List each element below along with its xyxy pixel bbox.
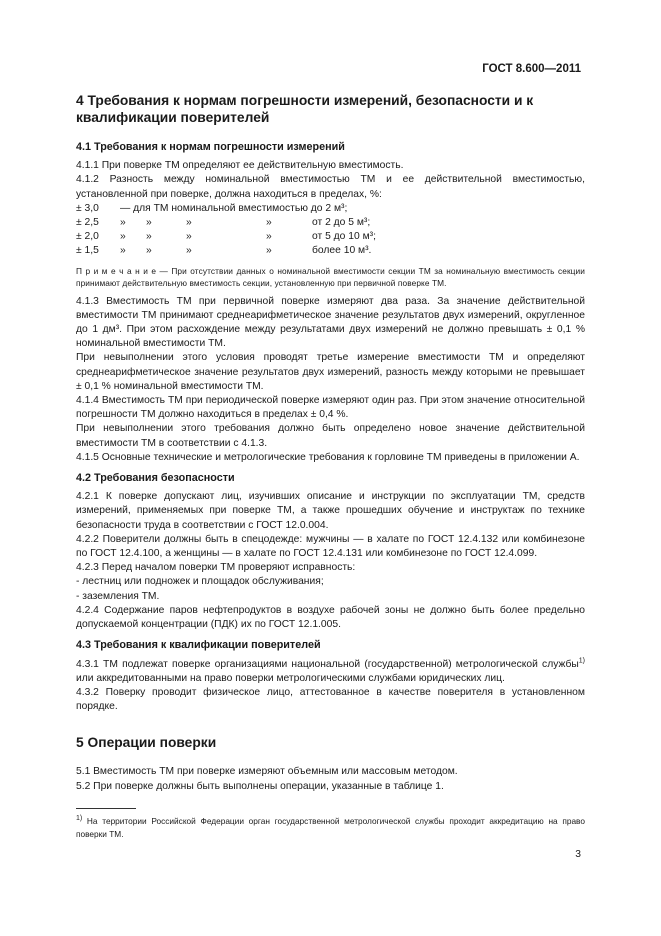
ditto-mark: » [186, 231, 192, 243]
para-4-3-1-text-cont: или аккредитованными на право поверки метрологическими службами юридических лиц. [76, 672, 505, 684]
subsection-4-2-title: 4.2 Требования безопасности [76, 472, 235, 485]
ditto-mark: » [120, 231, 126, 243]
footnote-text: На территории Российской Федерации орган государственной метрологической службы проходит аккредитацию на право поверки ТМ. [76, 816, 585, 839]
ditto-mark: » [266, 217, 272, 229]
ditto-mark: » [186, 245, 192, 257]
ditto-mark: » [146, 231, 152, 243]
tolerance-value: ± 3,0 [76, 202, 99, 214]
list-item: - лестниц или подножек и площадок обслуживания; [76, 576, 324, 588]
para-4-1-3: 4.1.3 Вместимость ТМ при первичной поверке измеряют два раза. За значение действительной вместимости ТМ принимают среднеарифметическое значение результатов двух измерений, округленное до 1 дм³. При этом расхождение между результатами двух измерений не должно превышать ± 0,1 % номинальной вместимости ТМ. [76, 295, 585, 350]
ditto-mark: » [146, 217, 152, 229]
para-4-1-4: 4.1.4 Вместимость ТМ при периодической поверке измеряют один раз. При этом значение относительной погрешности ТМ должно находиться в пределах ± 0,4 %. [76, 395, 585, 421]
document-header: ГОСТ 8.600—2011 [482, 63, 581, 75]
tolerance-value: ± 2,0 [76, 231, 99, 243]
para-4-3-1-text: 4.3.1 ТМ подлежат поверке организациями национальной (государственной) метрологической службы [76, 658, 579, 670]
para-4-1-5: 4.1.5 Основные технические и метрологические требования к горловине ТМ приведены в приложении А. [76, 451, 580, 463]
para-4-3-1 [76, 658, 585, 686]
page-number: 3 [575, 849, 581, 860]
tolerance-row [76, 244, 585, 258]
ditto-mark: » [266, 245, 272, 257]
footnote-marker: 1) [76, 815, 83, 823]
para-5-2: 5.2 При поверке должны быть выполнены операции, указанные в таблице 1. [76, 780, 444, 792]
para-4-2-2: 4.2.2 Поверители должны быть в спецодежде: мужчины — в халате по ГОСТ 12.4.132 или комбинезоне по ГОСТ 12.4.100, а женщины — в халате по ГОСТ 12.4.131 или комбинезоне по ГОСТ 12.4.099. [76, 533, 585, 560]
para-4-1-1: 4.1.1 При поверке ТМ определяют ее действительную вместимость. [76, 160, 404, 172]
tolerance-range: от 5 до 10 м³; [312, 231, 376, 243]
section-5-title: 5 Операции поверки [76, 735, 217, 751]
tolerance-list [76, 202, 585, 259]
tolerance-range: более 10 м³. [312, 245, 372, 257]
ditto-mark: » [266, 231, 272, 243]
tolerance-value: ± 1,5 [76, 245, 99, 257]
tolerance-range: от 2 до 5 м³; [312, 217, 371, 229]
para-4-1-4-cont: При невыполнении этого требования должно быть определено новое значение действительной вместимости ТМ в соответствии с 4.1.3. [76, 423, 585, 449]
note-label: П р и м е ч а н и е [76, 265, 157, 276]
subsection-4-3-title: 4.3 Требования к квалификации поверителей [76, 639, 321, 652]
footnote [76, 815, 585, 841]
page-content [76, 92, 585, 794]
ditto-mark: » [186, 217, 192, 229]
tolerance-value: ± 2,5 [76, 217, 99, 229]
tolerance-row [76, 230, 585, 244]
tolerance-row [76, 202, 585, 216]
tolerance-text: — для ТМ номинальной вместимостью до 2 м³; [120, 202, 348, 214]
para-4-1-2: 4.1.2 Разность между номинальной вместимостью ТМ и ее действительной вместимостью, установленной при поверке, должна находиться в пределах, %: [76, 174, 585, 200]
para-4-2-4: 4.2.4 Содержание паров нефтепродуктов в воздухе рабочей зоны не должно быть более предельно допускаемой концентрации (ПДК) их по ГОСТ 12.1.005. [76, 604, 585, 631]
ditto-mark: » [120, 217, 126, 229]
list-item: - заземления ТМ. [76, 590, 160, 602]
para-4-2-3: 4.2.3 Перед началом поверки ТМ проверяют исправность: [76, 562, 356, 574]
ditto-mark: » [146, 245, 152, 257]
para-4-2-1: 4.2.1 К поверке допускают лиц, изучивших описание и инструкции по эксплуатации ТМ, средств измерений, применяемых при поверке ТМ, а также прошедших обучение и инструктаж по технике безопасности труда в соответствии с ГОСТ 12.0.004. [76, 491, 585, 531]
tolerance-row [76, 216, 585, 230]
para-5-1: 5.1 Вместимость ТМ при поверке измеряют объемным или массовым методом. [76, 766, 458, 778]
footnote-divider [76, 808, 136, 809]
subsection-4-1-title: 4.1 Требования к нормам погрешности измерений [76, 141, 345, 153]
para-4-1-3-cont: При невыполнении этого условия проводят третье измерение вместимости ТМ и определяют среднеарифметическое значение результатов двух измерений, разность между которыми не превышает ± 0,1 % номинальной вместимости ТМ. [76, 352, 585, 392]
section-4-title: 4 Требования к нормам погрешности измерений, безопасности и к квалификации поверителей [76, 93, 534, 125]
note-text: — При отсутствии данных о номинальной вместимости секции ТМ за номинальную вместимость секции принимают действительную вместимость секции, установленную при первичной поверке ТМ. [76, 265, 586, 288]
ditto-mark: » [120, 245, 126, 257]
note [76, 265, 585, 289]
para-4-3-2: 4.3.2 Поверку проводит физическое лицо, аттестованное в качестве поверителя в установленном порядке. [76, 686, 585, 713]
footnote-ref: 1) [578, 657, 585, 665]
